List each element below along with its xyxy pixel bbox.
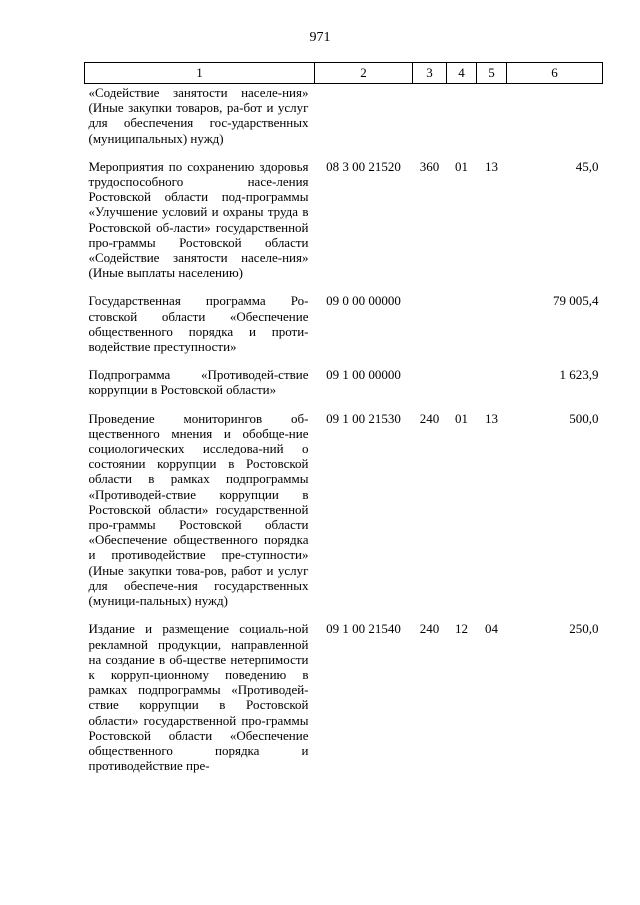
header-col-2: 2 — [315, 63, 413, 84]
row-name: Подпрограмма «Противодей-ствие коррупции в Ростовской области» — [88, 367, 309, 398]
row-expense-type: 240 — [419, 621, 440, 637]
row-amount: 1 623,9 — [559, 367, 599, 383]
page-number: 971 — [309, 30, 331, 45]
row-subsection — [477, 367, 507, 410]
header-col-6: 6 — [507, 63, 603, 84]
row-section — [447, 84, 477, 159]
table-row — [85, 621, 603, 786]
row-target-code: 09 1 00 21530 — [326, 410, 401, 426]
table-row — [85, 159, 603, 294]
row-amount: 250,0 — [569, 621, 599, 637]
row-section: 12 — [455, 621, 468, 637]
table-row — [85, 84, 603, 159]
row-expense-type — [413, 367, 447, 410]
row-amount — [507, 84, 603, 159]
header-col-4: 4 — [447, 63, 477, 84]
row-expense-type — [413, 84, 447, 159]
row-section: 01 — [455, 410, 468, 426]
row-target-code — [315, 84, 413, 159]
table-row — [85, 411, 603, 622]
budget-table — [84, 62, 603, 786]
row-target-code: 09 1 00 21540 — [326, 621, 401, 637]
table-row — [85, 293, 603, 367]
row-amount: 45,0 — [575, 158, 599, 174]
row-name: Проведение мониторингов об-щественного мнения и обобще-ние социологических исследова-ний о состоянии коррупции в Ростовской области в рамках подпрограммы «Противодей-ствие коррупции в Ростовской области» государственной про-граммы Ростовской области «Обеспечение общественного порядка и противодействие пре-ступности» (Иные закупки това-ров, работ и услуг для обеспече-ния государственных (муници-пальных) нужд) — [88, 410, 309, 609]
table-row — [85, 367, 603, 410]
row-subsection — [477, 293, 507, 367]
row-subsection: 13 — [485, 158, 498, 174]
row-subsection: 13 — [485, 410, 498, 426]
row-expense-type: 360 — [419, 158, 440, 174]
row-name: Государственная программа Ро-стовской области «Обеспечение общественного порядка и проти-водействие преступности» — [88, 293, 309, 355]
row-name: Издание и размещение социаль-ной рекламной продукции, направленной на создание в об-ществе нетерпимости к корруп-ционному поведению в рамках подпрограммы «Противодей-ствие коррупции в Ростовской области» государственной про-граммы Ростовской области «Обеспечение общественного порядка и противодействие пре- — [88, 621, 309, 774]
row-subsection: 04 — [485, 621, 498, 637]
header-col-3: 3 — [413, 63, 447, 84]
header-col-1: 1 — [85, 63, 315, 84]
row-section: 01 — [455, 158, 468, 174]
row-name: «Содействие занятости населе-ния» (Иные закупки товаров, ра-бот и услуг для обеспечения гос-ударственных (муниципальных) нужд) — [88, 85, 309, 146]
row-name: Мероприятия по сохранению здоровья трудоспособного насе-ления Ростовской области под-программы «Улучшение условий и охраны труда в Ростовской об-ласти» государственной про-граммы Ростовской области «Содействие занятости населе-ния» (Иные выплаты населению) — [88, 158, 309, 281]
table-body — [85, 84, 603, 787]
row-target-code: 09 0 00 00000 — [326, 293, 401, 309]
row-target-code: 09 1 00 00000 — [326, 367, 401, 383]
row-subsection — [477, 84, 507, 159]
header-row — [85, 63, 603, 84]
row-amount: 500,0 — [569, 410, 599, 426]
row-section — [447, 367, 477, 410]
row-expense-type: 240 — [419, 410, 440, 426]
row-amount: 79 005,4 — [553, 293, 599, 309]
row-section — [447, 293, 477, 367]
row-target-code: 08 3 00 21520 — [326, 158, 401, 174]
row-expense-type — [413, 293, 447, 367]
header-col-5: 5 — [477, 63, 507, 84]
table-header — [85, 63, 603, 84]
